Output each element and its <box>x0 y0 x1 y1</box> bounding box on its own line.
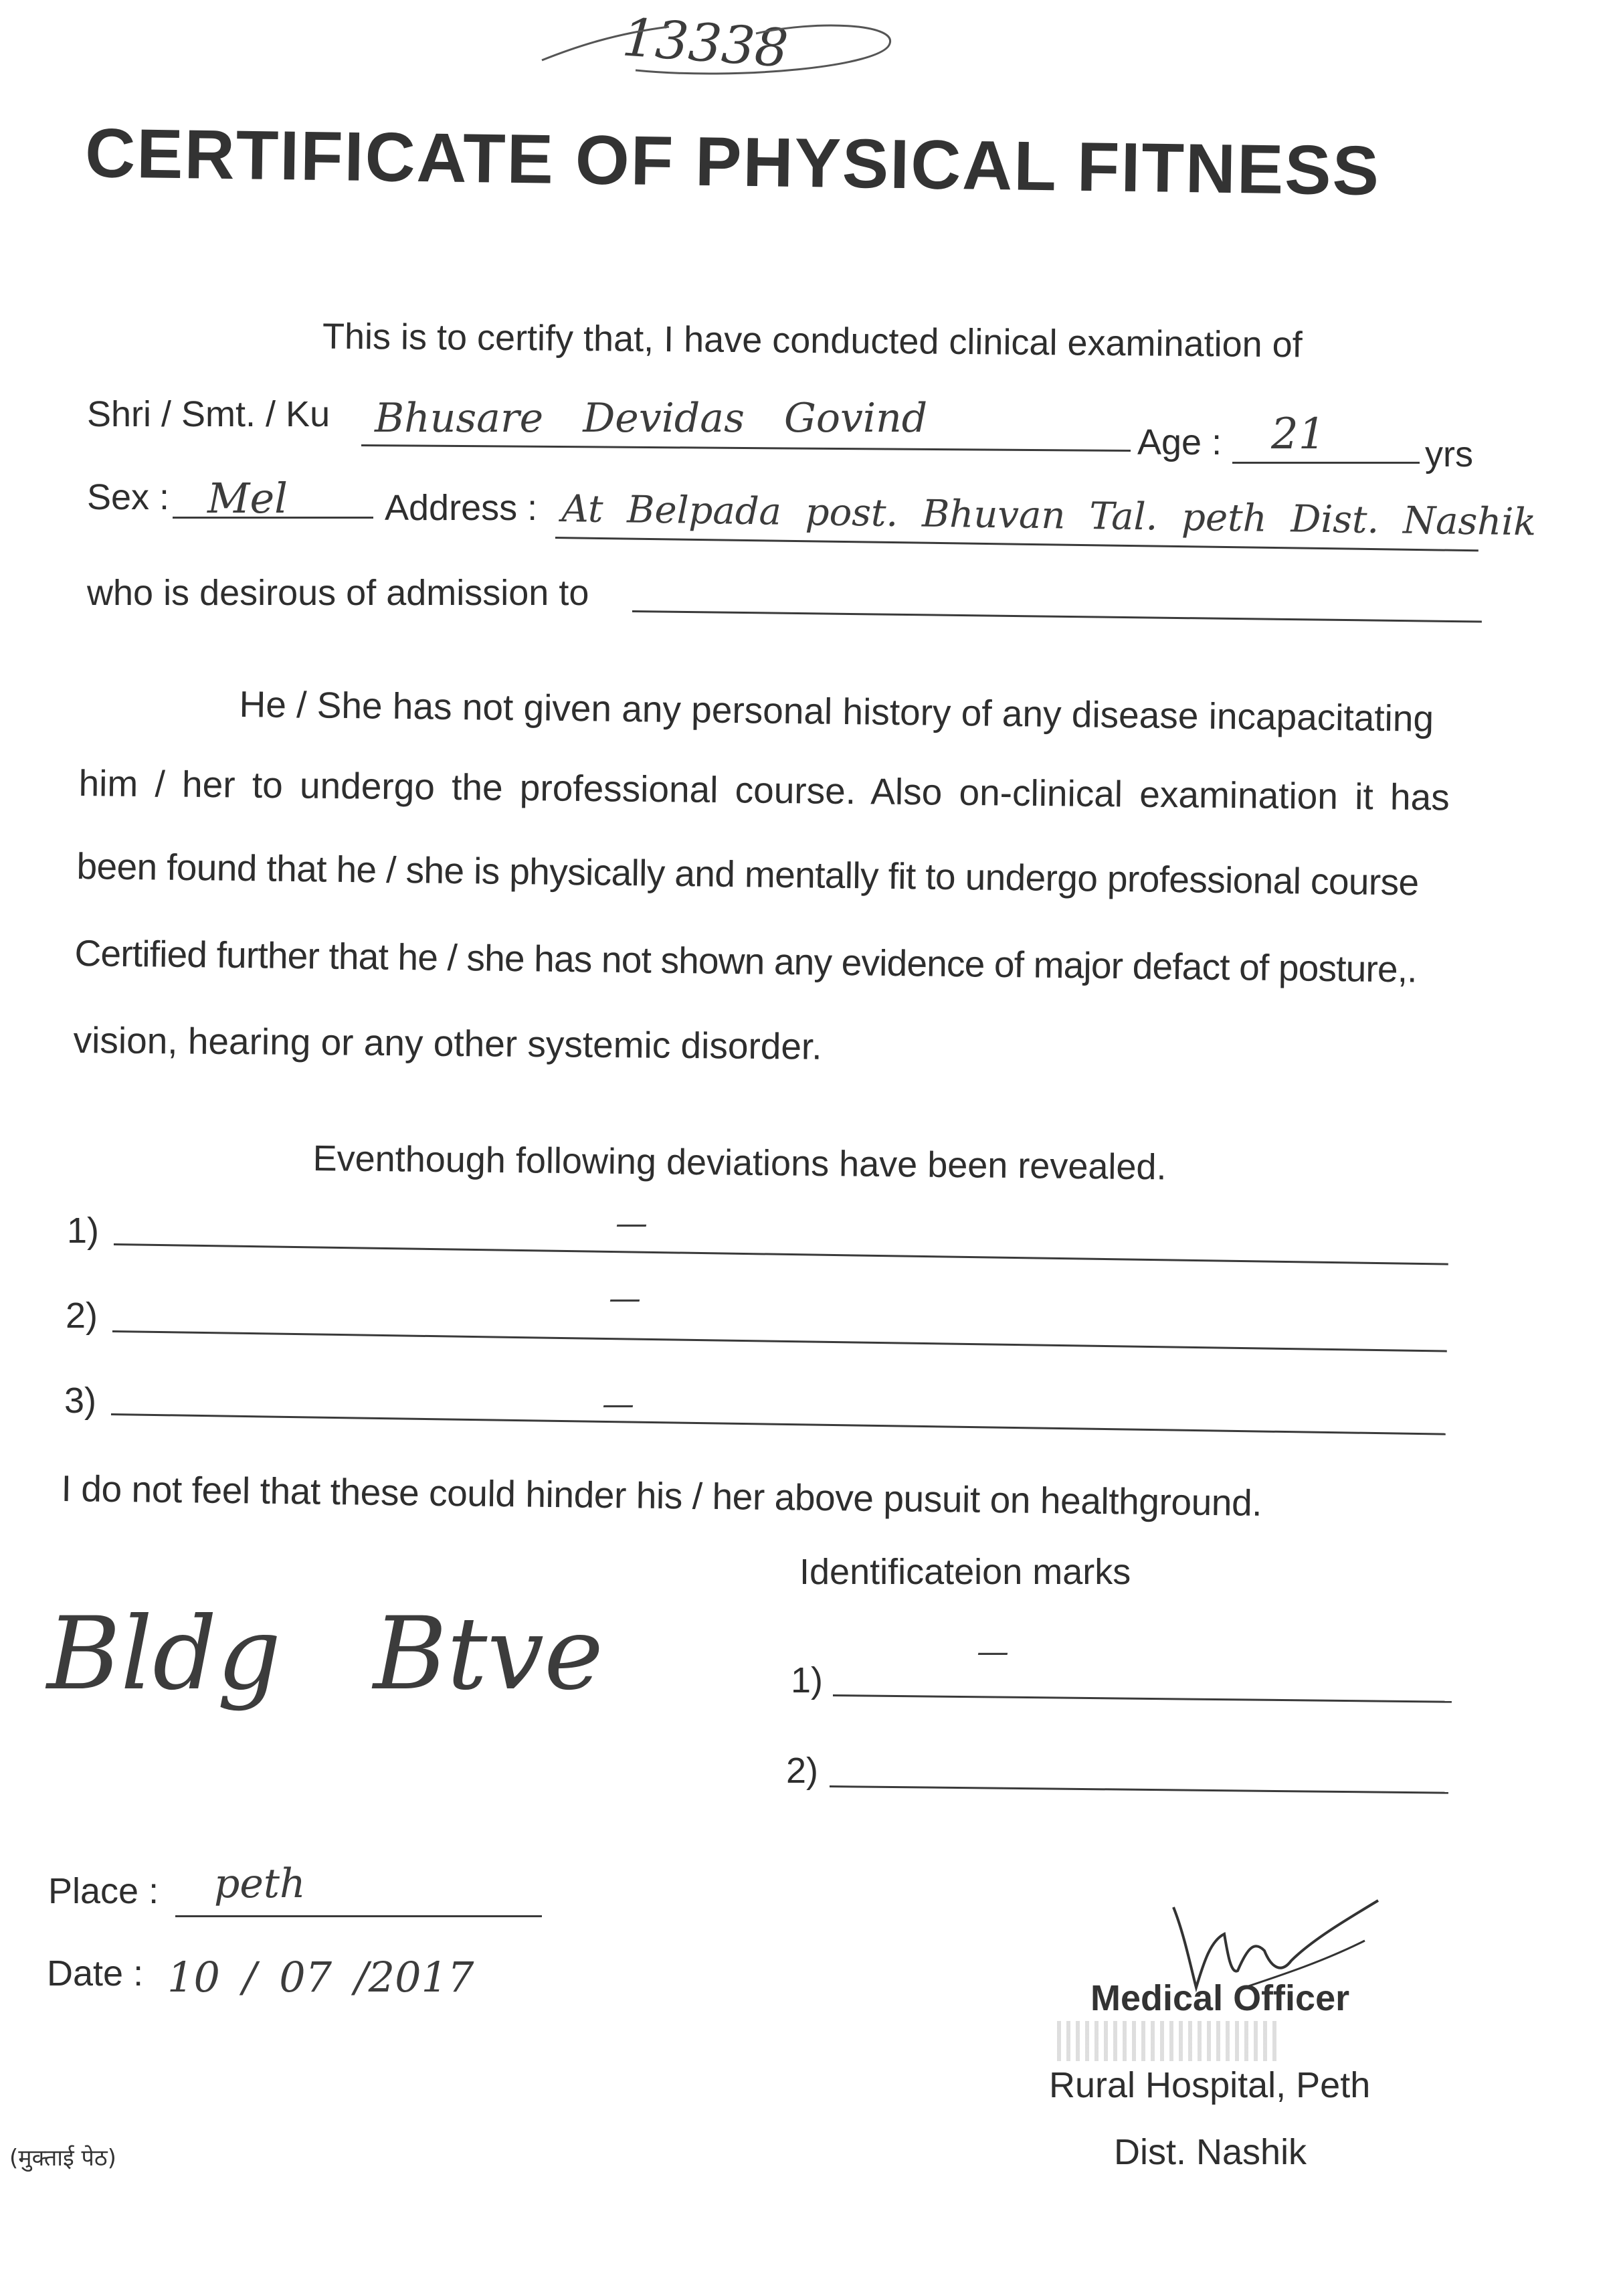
admission-underline <box>632 610 1482 623</box>
name-underline <box>361 444 1131 452</box>
age-unit: yrs <box>1425 434 1473 474</box>
deviation-number: 2) <box>66 1296 98 1336</box>
footer-note: (मुक्ताई पेठ) <box>9 2145 116 2172</box>
body-line-1: He / She has not given any personal history of any disease incapacitating <box>239 683 1434 739</box>
sex-underline <box>173 517 373 519</box>
officer-district: Dist. Nashik <box>1114 2132 1307 2172</box>
deviation-value: — <box>609 1279 641 1317</box>
deviation-number: 3) <box>64 1381 97 1421</box>
place-label: Place : <box>48 1871 159 1911</box>
admission-label: who is desirous of admission to <box>87 573 589 613</box>
body-line-4: Certified further that he / she has not shown any evidence of major defact of posture,. <box>74 932 1418 990</box>
deviation-value: — <box>602 1385 634 1423</box>
name-label: Shri / Smt. / Ku <box>87 394 330 434</box>
identification-mark-line <box>830 1785 1448 1794</box>
address-label: Address : <box>385 488 538 528</box>
identification-mark-number: 2) <box>786 1751 819 1791</box>
place-underline <box>175 1915 542 1917</box>
sex-label: Sex : <box>87 477 170 517</box>
reference-circle-mark <box>535 7 910 87</box>
age-value: 21 <box>1271 410 1326 459</box>
deviation-line <box>111 1413 1446 1435</box>
deviation-line <box>114 1243 1448 1265</box>
certificate-title: CERTIFICATE OF PHYSICAL FITNESS <box>84 114 1381 211</box>
age-underline <box>1232 462 1420 464</box>
name-value: Bhusare Devidas Govind <box>375 395 928 442</box>
identification-heading: Identificateion marks <box>799 1552 1131 1592</box>
identification-mark-number: 1) <box>791 1660 824 1700</box>
deviation-value: — <box>615 1205 648 1242</box>
conclusion-text: I do not feel that these could hinder his / her above pusuit on healthground. <box>61 1468 1262 1524</box>
address-value: At Belpada post. Bhuvan Tal. peth Dist. Nashik <box>561 487 1537 545</box>
officer-hospital: Rural Hospital, Peth <box>1049 2065 1371 2105</box>
age-label: Age : <box>1137 422 1222 462</box>
sex-value: Mel <box>207 474 288 523</box>
identification-mark-value: — <box>977 1633 1009 1670</box>
date-value: 10 / 07 /2017 <box>167 1953 474 2002</box>
body-line-3: been found that he / she is physically and mentally fit to undergo professional course <box>76 845 1419 903</box>
date-label: Date : <box>47 1953 144 1994</box>
blood-group-note: Bldg Btve <box>47 1596 603 1712</box>
stamp-impression <box>1057 2021 1278 2061</box>
deviation-line <box>112 1330 1447 1352</box>
reference-number: 13338 <box>620 7 790 80</box>
body-line-2: him / her to undergo the professional course. Also on-clinical examination it has <box>78 762 1450 818</box>
officer-title: Medical Officer <box>1090 1978 1350 2018</box>
deviations-heading: Eventhough following deviations have been revealed. <box>312 1138 1167 1188</box>
identification-mark-line <box>833 1694 1452 1703</box>
intro-text: This is to certify that, I have conducted clinical examination of <box>322 316 1303 365</box>
body-line-5: vision, hearing or any other systemic disorder. <box>73 1019 822 1067</box>
place-value: peth <box>214 1860 306 1907</box>
deviation-number: 1) <box>67 1211 100 1251</box>
